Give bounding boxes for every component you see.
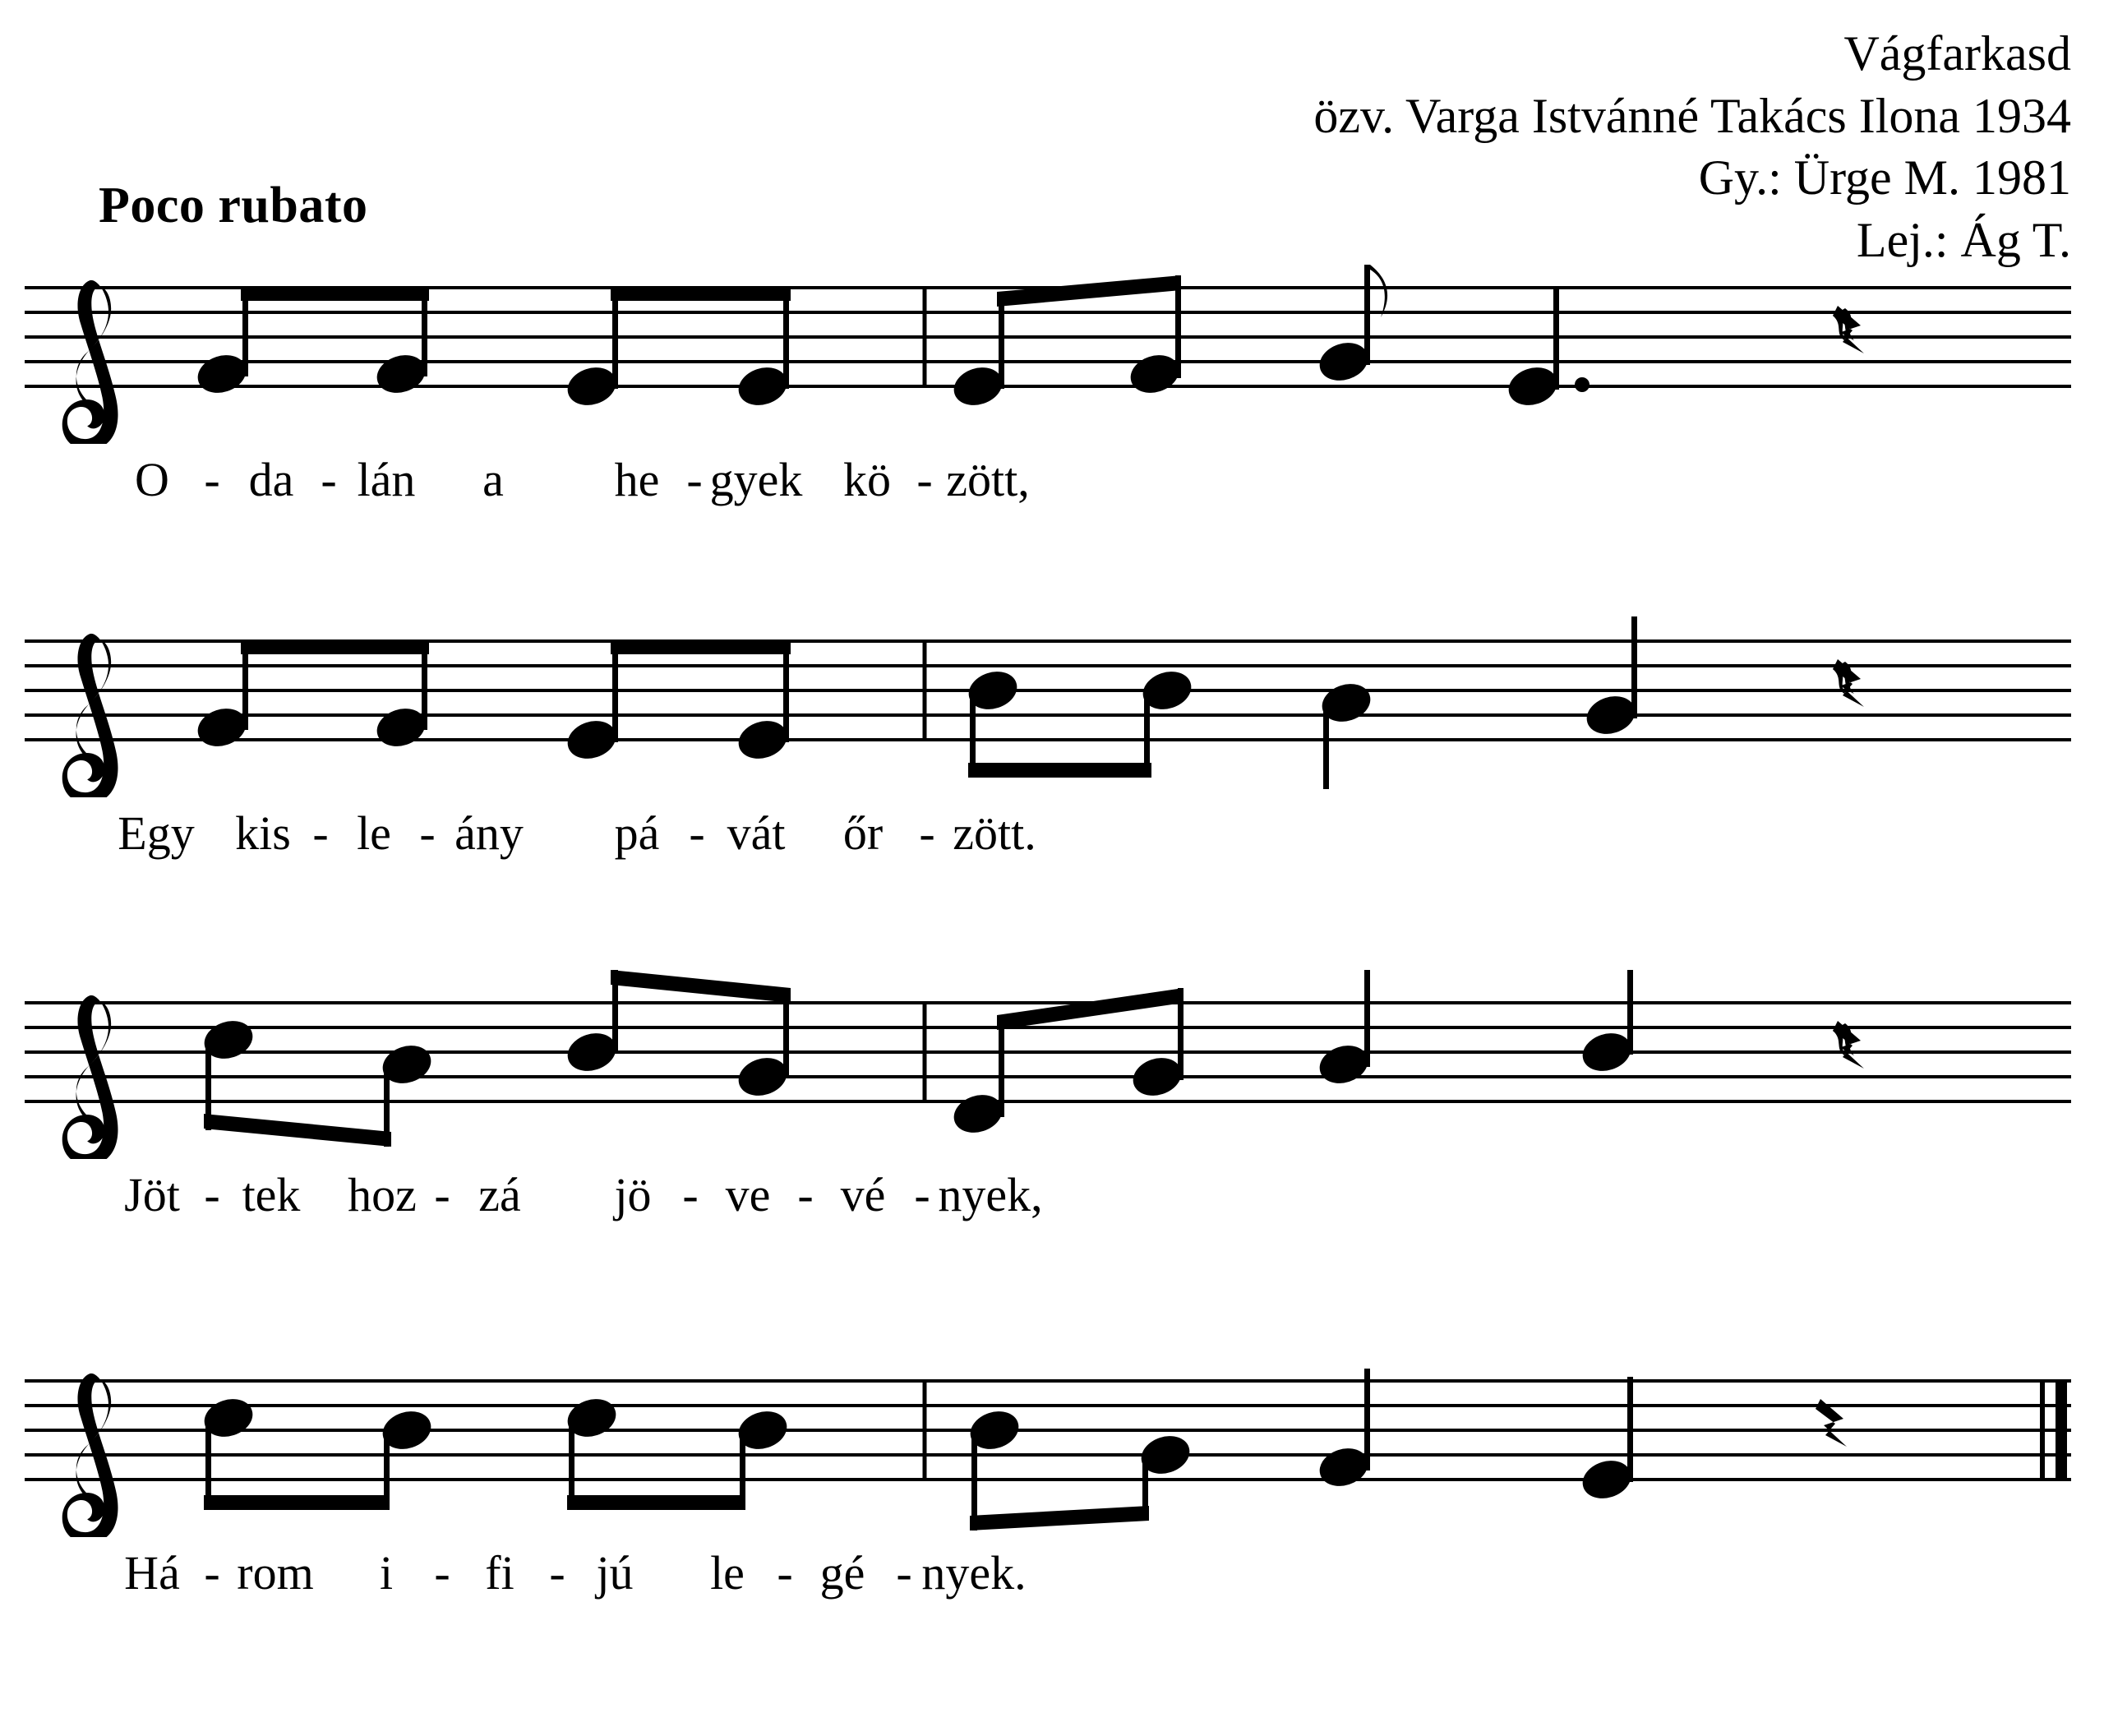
lyric-hyphen: - <box>797 1168 814 1221</box>
lyric-hyphen: - <box>204 453 220 506</box>
lyric-syllable: tek <box>242 1168 301 1221</box>
lyric-syllable: pá <box>614 806 660 860</box>
lyric-syllable: ve <box>725 1168 771 1221</box>
lyric-syllable: Jöt <box>124 1168 180 1221</box>
credit-line-place: Vágfarkasd <box>1843 26 2071 81</box>
lyric-syllable: gyek <box>709 453 803 506</box>
lyric-syllable: Há <box>124 1546 180 1600</box>
lyric-syllable: O <box>135 453 169 506</box>
lyric-syllable: hoz <box>348 1168 417 1221</box>
lyric-syllable: zött. <box>953 806 1036 860</box>
staff-4 <box>25 1348 2075 1537</box>
music-system-4 <box>25 1348 2075 1619</box>
lyric-syllable: vát <box>727 806 786 860</box>
lyric-hyphen: - <box>682 1168 699 1221</box>
lyric-syllable: rom <box>237 1546 314 1600</box>
credit-line-collector: Gy.: Ürge M. 1981 <box>1698 150 2071 205</box>
lyric-hyphen: - <box>777 1546 793 1600</box>
lyric-hyphen: - <box>434 1546 450 1600</box>
lyrics-3 <box>25 1167 2075 1241</box>
lyrics-4 <box>25 1545 2075 1619</box>
lyric-syllable: jö <box>614 1168 652 1221</box>
credit-line-performer: özv. Varga Istvánné Takács Ilona 1934 <box>1313 88 2071 143</box>
lyric-syllable: he <box>614 453 660 506</box>
lyric-syllable: le <box>357 806 391 860</box>
lyric-hyphen: - <box>312 806 329 860</box>
lyric-hyphen: - <box>549 1546 565 1600</box>
lyric-syllable: jú <box>596 1546 634 1600</box>
lyrics-2 <box>25 806 2075 880</box>
lyric-syllable: da <box>248 453 294 506</box>
lyric-syllable: a <box>482 453 504 506</box>
lyric-syllable: vé <box>840 1168 886 1221</box>
lyric-hyphen: - <box>434 1168 450 1221</box>
credit-line-transcriber: Lej.: Ág T. <box>1856 212 2071 267</box>
lyric-syllable: zött, <box>946 453 1030 506</box>
staff-1 <box>25 255 2075 444</box>
lyric-hyphen: - <box>916 453 933 506</box>
staff-3 <box>25 970 2075 1159</box>
lyric-syllable: le <box>710 1546 745 1600</box>
lyric-syllable: kö <box>843 453 891 506</box>
tempo-marking: Poco rubato <box>99 178 368 233</box>
lyric-hyphen: - <box>914 1168 930 1221</box>
music-system-2 <box>25 608 2075 880</box>
lyric-syllable: i <box>379 1546 394 1600</box>
music-system-3 <box>25 970 2075 1241</box>
lyric-syllable: gé <box>819 1546 865 1600</box>
lyric-hyphen: - <box>686 453 703 506</box>
lyric-syllable: fi <box>485 1546 514 1600</box>
lyric-syllable: ány <box>454 806 524 860</box>
lyric-hyphen: - <box>321 453 337 506</box>
lyrics-1 <box>25 452 2075 526</box>
lyric-syllable: őr <box>842 806 884 860</box>
header-credits <box>1313 23 2071 271</box>
lyric-hyphen: - <box>919 806 935 860</box>
lyric-hyphen: - <box>419 806 436 860</box>
lyric-syllable: nyek. <box>921 1546 1027 1600</box>
lyric-syllable: kis <box>235 806 291 860</box>
lyric-hyphen: - <box>204 1168 220 1221</box>
lyric-syllable: nyek, <box>938 1168 1043 1221</box>
lyric-hyphen: - <box>689 806 705 860</box>
lyric-syllable: zá <box>478 1168 521 1221</box>
music-system-1 <box>25 255 2075 526</box>
lyric-syllable: lán <box>357 453 416 506</box>
lyric-syllable: Egy <box>118 806 195 860</box>
lyric-hyphen: - <box>204 1546 220 1600</box>
lyric-hyphen: - <box>896 1546 912 1600</box>
staff-2 <box>25 608 2075 797</box>
